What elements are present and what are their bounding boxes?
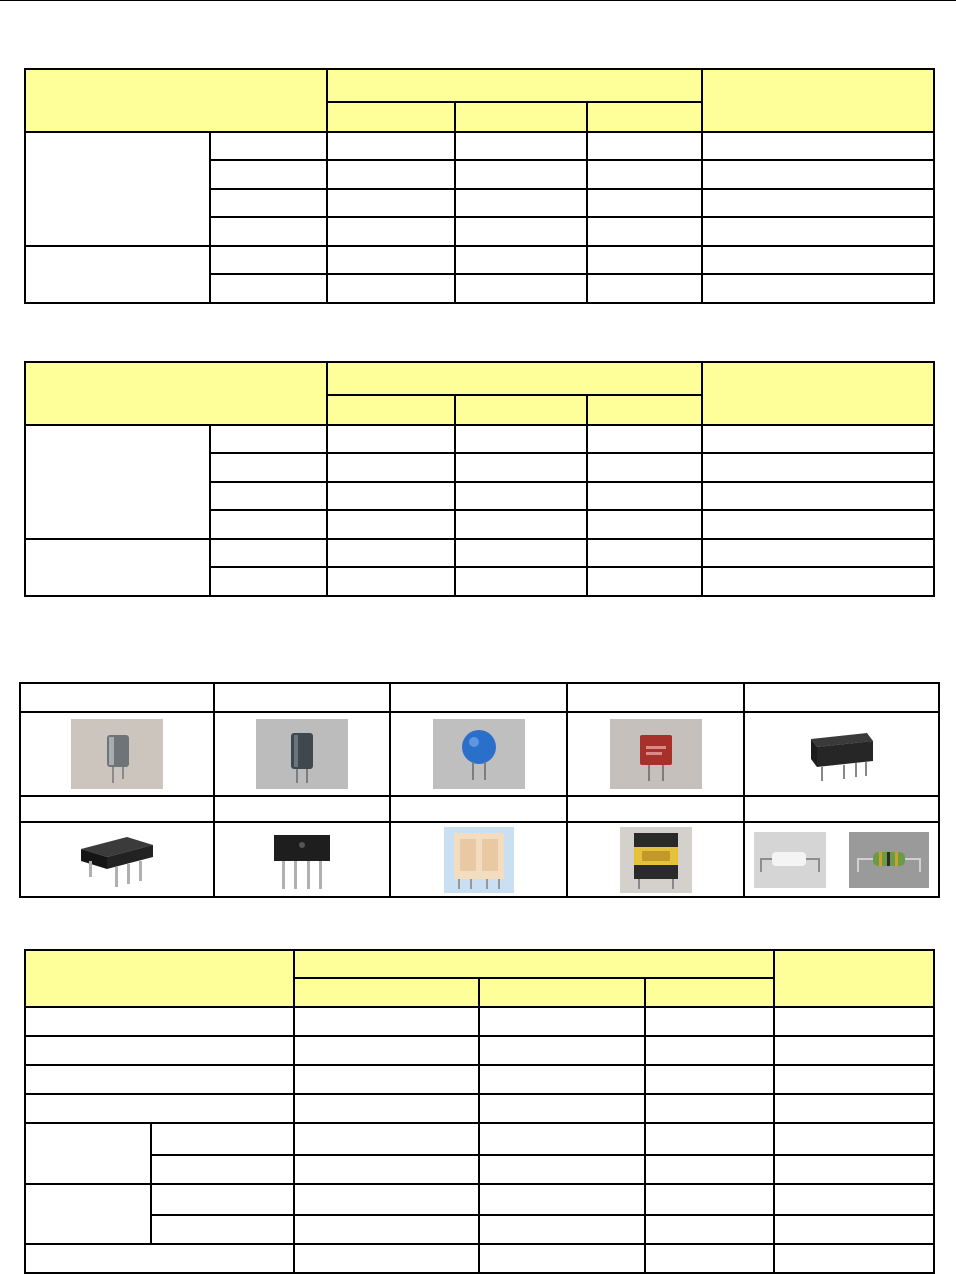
table-3 xyxy=(24,949,935,1274)
table-cell xyxy=(294,1036,479,1065)
table-cell xyxy=(327,567,455,596)
connector-photo xyxy=(444,827,514,893)
table-1-header-group xyxy=(327,69,702,102)
table-2-subheader xyxy=(455,395,587,425)
table-row xyxy=(20,822,939,897)
table-cell xyxy=(702,160,934,189)
table-cell xyxy=(645,1244,774,1273)
table-row xyxy=(25,1123,934,1155)
parts-label-cell xyxy=(20,796,214,822)
parts-photo-cell xyxy=(744,712,939,796)
table-cell xyxy=(455,189,587,217)
table-cell xyxy=(645,1007,774,1036)
table-cell xyxy=(327,482,455,510)
table-3-header-cell xyxy=(25,950,294,1007)
table-cell xyxy=(455,510,587,539)
table-cell xyxy=(587,132,702,160)
table-cell xyxy=(210,453,327,482)
table-cell xyxy=(151,1155,294,1184)
table-cell xyxy=(294,1007,479,1036)
table-cell xyxy=(702,274,934,303)
table-cell xyxy=(479,1007,645,1036)
table-row xyxy=(25,246,934,274)
relay-photo xyxy=(803,719,881,789)
table-cell xyxy=(774,1007,934,1036)
parts-photo-cell xyxy=(214,822,390,897)
table-cell xyxy=(587,160,702,189)
parts-photo-cell xyxy=(744,822,939,897)
table-3-group-cell xyxy=(25,1184,151,1244)
parts-photo-cell xyxy=(567,822,744,897)
table-cell xyxy=(774,1036,934,1065)
table-cell xyxy=(587,274,702,303)
table-cell xyxy=(702,453,934,482)
table-cell xyxy=(774,1123,934,1155)
table-cell xyxy=(455,246,587,274)
table-cell xyxy=(587,567,702,596)
table-cell xyxy=(327,274,455,303)
table-cell xyxy=(327,246,455,274)
table-cell xyxy=(645,1184,774,1215)
table-cell xyxy=(587,246,702,274)
table-cell xyxy=(210,160,327,189)
table-row xyxy=(25,539,934,567)
table-cell xyxy=(479,1094,645,1123)
parts-photo-cell xyxy=(567,712,744,796)
table-cell xyxy=(479,1215,645,1244)
table-cell xyxy=(327,132,455,160)
table-cell xyxy=(774,1065,934,1094)
table-cell xyxy=(210,246,327,274)
table-cell xyxy=(327,453,455,482)
table-cell xyxy=(210,510,327,539)
table-cell xyxy=(210,482,327,510)
table-3-subheader xyxy=(294,978,479,1007)
table-cell xyxy=(210,132,327,160)
table-cell xyxy=(455,539,587,567)
table-3-header-group xyxy=(294,950,774,978)
table-cell xyxy=(702,482,934,510)
table-cell xyxy=(294,1065,479,1094)
table-row xyxy=(25,132,934,160)
table-cell xyxy=(645,1123,774,1155)
table-cell xyxy=(774,1244,934,1273)
table-cell xyxy=(587,453,702,482)
table-cell xyxy=(327,510,455,539)
page-top-rule xyxy=(0,0,956,1)
resistor-color-band-photo xyxy=(849,832,929,888)
table-cell xyxy=(210,425,327,453)
table-cell xyxy=(25,1036,294,1065)
table-2-group-cell xyxy=(25,539,210,596)
table-row xyxy=(25,1184,934,1215)
parts-photo-cell xyxy=(390,712,567,796)
table-cell xyxy=(774,1094,934,1123)
table-cell xyxy=(327,217,455,246)
table-2-subheader xyxy=(587,395,702,425)
table-cell xyxy=(479,1244,645,1273)
table-1-group-cell xyxy=(25,132,210,246)
parts-photo-cell xyxy=(214,712,390,796)
table-row xyxy=(25,1036,934,1065)
parts-label-cell xyxy=(214,683,390,712)
table-3-subheader xyxy=(645,978,774,1007)
table-cell xyxy=(294,1244,479,1273)
table-1-header-cell xyxy=(25,69,327,132)
table-3-header-cell xyxy=(774,950,934,1007)
film-capacitor-photo xyxy=(610,719,702,789)
parts-label-cell xyxy=(20,683,214,712)
table-cell xyxy=(455,425,587,453)
table-cell xyxy=(479,1123,645,1155)
bridge-rectifier-photo xyxy=(264,827,340,893)
parts-photo-cell xyxy=(20,822,214,897)
table-cell xyxy=(702,217,934,246)
table-cell xyxy=(327,425,455,453)
inductor-coil-photo xyxy=(256,719,348,789)
table-cell xyxy=(702,189,934,217)
table-cell xyxy=(774,1215,934,1244)
table-cell xyxy=(645,1094,774,1123)
table-2-header-cell xyxy=(702,362,934,425)
table-cell xyxy=(455,160,587,189)
table-cell xyxy=(587,189,702,217)
table-cell xyxy=(151,1215,294,1244)
table-1-subheader xyxy=(327,102,455,132)
table-2-header-cell xyxy=(25,362,327,425)
dip-ic-photo xyxy=(75,827,159,893)
parts-label-cell xyxy=(390,683,567,712)
table-1-subheader xyxy=(587,102,702,132)
table-cell xyxy=(210,274,327,303)
table-3-subheader xyxy=(479,978,645,1007)
table-cell xyxy=(702,132,934,160)
table-cell xyxy=(455,217,587,246)
table-cell xyxy=(702,567,934,596)
table-row xyxy=(20,683,939,712)
table-cell xyxy=(210,567,327,596)
parts-photo-cell xyxy=(20,712,214,796)
table-row xyxy=(25,1007,934,1036)
table-cell xyxy=(645,1036,774,1065)
table-row xyxy=(25,1244,934,1273)
table-2-group-cell xyxy=(25,425,210,539)
table-row xyxy=(25,1094,934,1123)
table-cell xyxy=(702,425,934,453)
resistor-white-photo xyxy=(754,832,826,888)
table-cell xyxy=(210,217,327,246)
table-cell xyxy=(294,1123,479,1155)
electrolytic-capacitor-photo xyxy=(71,719,163,789)
table-cell xyxy=(210,189,327,217)
table-cell xyxy=(455,567,587,596)
table-cell xyxy=(25,1244,294,1273)
ceramic-disc-capacitor-photo xyxy=(433,719,525,789)
parts-label-cell xyxy=(567,683,744,712)
transformer-photo xyxy=(620,827,692,893)
table-cell xyxy=(702,539,934,567)
parts-label-cell xyxy=(567,796,744,822)
table-cell xyxy=(645,1155,774,1184)
table-row xyxy=(25,1215,934,1244)
table-cell xyxy=(327,160,455,189)
table-2-header-group xyxy=(327,362,702,395)
table-cell xyxy=(294,1215,479,1244)
table-cell xyxy=(455,274,587,303)
table-cell xyxy=(702,510,934,539)
table-cell xyxy=(587,510,702,539)
table-cell xyxy=(587,482,702,510)
table-2-subheader xyxy=(327,395,455,425)
table-row xyxy=(25,425,934,453)
table-cell xyxy=(327,189,455,217)
parts-photo-cell xyxy=(390,822,567,897)
table-cell xyxy=(645,1065,774,1094)
parts-label-cell xyxy=(390,796,567,822)
table-cell xyxy=(455,132,587,160)
table-3-group-cell xyxy=(25,1123,151,1184)
table-row xyxy=(20,796,939,822)
table-cell xyxy=(479,1065,645,1094)
table-cell xyxy=(479,1184,645,1215)
table-cell xyxy=(479,1155,645,1184)
table-cell xyxy=(587,425,702,453)
table-cell xyxy=(587,217,702,246)
table-cell xyxy=(774,1184,934,1215)
table-cell xyxy=(25,1007,294,1036)
parts-label-cell xyxy=(214,796,390,822)
table-cell xyxy=(702,246,934,274)
table-2 xyxy=(24,361,935,597)
table-cell xyxy=(587,539,702,567)
table-1 xyxy=(24,68,935,304)
table-cell xyxy=(25,1094,294,1123)
table-cell xyxy=(455,453,587,482)
table-1-group-cell xyxy=(25,246,210,303)
parts-label-cell xyxy=(744,683,939,712)
table-cell xyxy=(294,1094,479,1123)
table-row xyxy=(25,1065,934,1094)
table-cell xyxy=(25,1065,294,1094)
table-cell xyxy=(479,1036,645,1065)
parts-label-cell xyxy=(744,796,939,822)
table-cell xyxy=(294,1184,479,1215)
table-cell xyxy=(645,1215,774,1244)
table-1-subheader xyxy=(455,102,587,132)
table-cell xyxy=(151,1184,294,1215)
table-cell xyxy=(294,1155,479,1184)
table-cell xyxy=(455,482,587,510)
table-1-header-cell xyxy=(702,69,934,132)
table-row xyxy=(25,1155,934,1184)
table-cell xyxy=(151,1123,294,1155)
parts-photo-grid xyxy=(19,682,940,898)
table-row xyxy=(20,712,939,796)
table-cell xyxy=(210,539,327,567)
table-cell xyxy=(774,1155,934,1184)
table-cell xyxy=(327,539,455,567)
